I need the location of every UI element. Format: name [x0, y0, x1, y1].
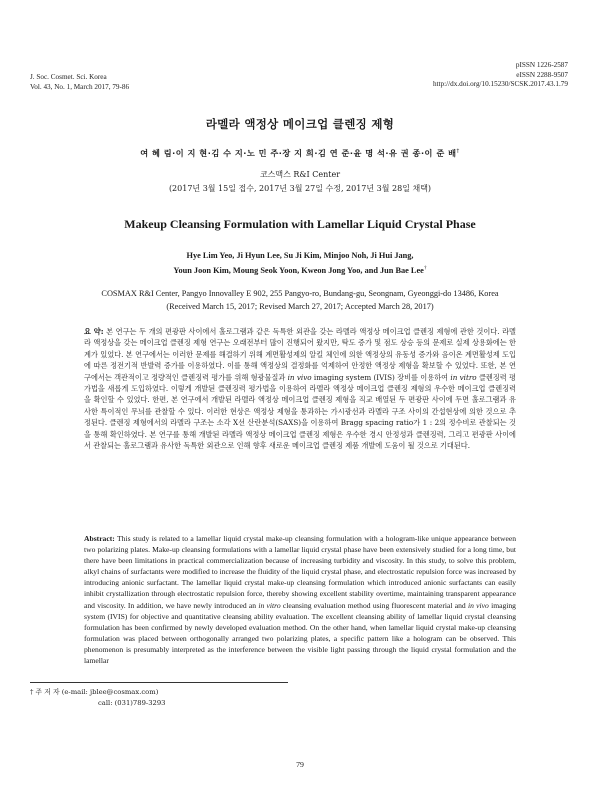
korean-abstract — [84, 326, 516, 451]
english-abstract-invitro: in vitro — [258, 600, 281, 610]
footnote — [30, 687, 166, 708]
english-dates: (Received March 15, 2017; Revised March 27, 2017; Accepted March 28, 2017) — [166, 302, 434, 311]
korean-title: 라멜라 액정상 메이크업 클렌징 제형 — [205, 117, 395, 131]
korean-abstract-text-3: 클렌징력 평가법을 새롭게 도입하였다. 이렇게 개발된 클렌징력 평가법을 이용하여 라멜라 액정상 메이크업 클렌징 제형의 우수한 메이크업 클렌징력을 확인할 수 있었다. 한편, 본 연구에서 개발된 라멜라 액정상 메이크업 클렌징 제형을 직교 배열된 두 편광판 사이에 두면 홀로그램과 유사한 특이적인 무늬를 관찰할 수 있다. 이러한 현상은 액정상 제형을 통과하는 가시광선과 라멜라 구조 사이의 간섭현상에 의한 것으로 추정된다. 클렌징 제형에서의 라멜라 구조는 소각 X선 산란분석(SAXS)을 이용하여 Bragg spacing ratio가 1 : 2의 정수비로 관찰되는 것을 통해 확인하였다. 본 연구를 통해 개발된 라멜라 액정상 메이크업 클렌징 제형은 우수한 경시 안정성과 클렌징력, 그리고 편광판 사이에서 관찰되는 홀로그램과 유사한 독특한 외관으로 인해 향후 새로운 메이크업 클렌징 제품 개발에 도움이 될 것으로 기대된다. — [84, 372, 516, 451]
korean-corresponding-mark: † — [456, 148, 460, 155]
journal-volume: Vol. 43, No. 1, March 2017, 79-86 — [30, 82, 130, 91]
english-affiliation: COSMAX R&I Center, Pangyo Innovalley E 902, 255 Pangyo-ro, Bundang-gu, Seongnam, Gyeonggi-do 13486, Korea — [101, 289, 499, 298]
english-abstract-invivo: in vivo — [467, 600, 489, 610]
korean-abstract-text-1: 본 연구는 두 개의 편광판 사이에서 홀로그램과 같은 독특한 외관을 갖는 라멜라 액정상 메이크업 클렌징 제형에 관한 것이다. 라멜라 액정상을 갖는 메이크업 클렌징 제형 연구는 오래전부터 많이 진행되어 왔지만, 탁도 증가 및 점도 상승 등의 문제로 실제 상용화에는 한계가 있었다. 본 연구에서는 이러한 문제를 해결하기 위해 계면활성제의 알킬 체인에 의한 액정상의 유동성 증가와 음이온 계면활성제 도입에 따른 정전기적 반발력 증가를 이용하였다. 이를 통해 액정상의 결정화를 억제하여 안정한 액정상 제형을 확보할 수 있었다. 또한, 본 연구에서는 객관적이고 정량적인 클렌징력 평가를 위해 형광물질과 — [84, 327, 516, 382]
footnote-corresponding-author: † 주 저 자 (e-mail: jblee@cosmax.com) — [30, 688, 159, 696]
english-authors-line1: Hye Lim Yeo, Ji Hyun Lee, Su Ji Kim, Minjoo Noh, Ji Hui Jang, — [186, 251, 414, 260]
english-title: Makeup Cleansing Formulation with Lamellar Liquid Crystal Phase — [124, 217, 476, 231]
english-abstract-text-1: This study is related to a lamellar liquid crystal make-up cleansing formulation with a hologram-like unique appearance between two polarizing plates. Make-up cleansing formulations with a lamellar liquid crystal phase have been extensively studied for a long time, but there have been limitations in practical commercialization because of increasing turbidity and viscosity. In this study, to solve this problem, alkyl chains of surfactants were modified to increase the fluidity of the liquid crystal phase, and electrostatic repulsion force was increased by introducing anionic surfactant. The lamellar liquid crystal make-up cleansing formulation which introduced anionic surfactants can easily inhibit crystallization through electrostatic repulsion force, thereby showing excellent stability overtime, maintaining transparent appearance and viscosity. In addition, we have newly introduced an — [84, 534, 516, 610]
doi-link[interactable]: http://dx.doi.org/10.15230/SCSK.2017.43.1.79 — [432, 80, 568, 88]
english-abstract-text-2: cleansing evaluation method using fluorescent material and — [280, 600, 468, 610]
korean-abstract-invivo: in vivo — [287, 372, 312, 382]
footnote-call: call: (031)789-3293 — [98, 698, 166, 707]
korean-dates: (2017년 3월 15일 접수, 2017년 3월 27일 수정, 2017년 3월 28일 채택) — [168, 184, 432, 193]
pissn: pISSN 1226-2587 — [515, 61, 568, 69]
journal-name: J. Soc. Cosmet. Sci. Korea — [30, 73, 107, 81]
korean-abstract-text-2: imaging system (IVIS) 장비를 이용하여 — [311, 372, 451, 382]
journal-header-right — [433, 61, 568, 90]
page-number: 79 — [296, 760, 304, 769]
korean-authors — [0, 148, 600, 159]
korean-abstract-invitro: in vitro — [450, 372, 477, 382]
english-authors-line2 — [0, 262, 600, 277]
english-corresponding-mark: † — [423, 265, 427, 271]
english-authors — [0, 249, 600, 277]
journal-header-left — [30, 73, 129, 92]
english-abstract-text-3: imaging system (IVIS) for objective and quantitative cleansing ability evaluation. The excellent cleansing ability of lamellar liquid crystal cleansing formulation has been confirmed by newly developed evaluation method. On the other hand, when lamellar liquid crystal make-up cleansing formulation was placed between orthogonally arranged two polarizing plates, a specific pattern like a hologram can be observed. This phenomenon is presumably interpreted as the interference between the visible light passing through the liquid crystal formulation and the lamellar — [84, 600, 516, 666]
english-abstract-label: Abstract: — [84, 534, 115, 543]
korean-author-names: 여 혜 림·이 지 현·김 수 지·노 민 주·장 지 희·김 연 준·윤 명 석·유 권 종·이 준 배 — [140, 148, 457, 158]
english-authors-line2-text: Youn Joon Kim, Moung Seok Yoon, Kweon Jong Yoo, and Jun Bae Lee — [173, 265, 424, 275]
footnote-divider — [30, 682, 288, 683]
korean-abstract-label: 요 약: — [84, 327, 104, 336]
korean-affiliation: 코스맥스 R&I Center — [259, 170, 341, 179]
english-abstract — [84, 533, 516, 666]
eissn: eISSN 2288-9507 — [516, 70, 568, 79]
